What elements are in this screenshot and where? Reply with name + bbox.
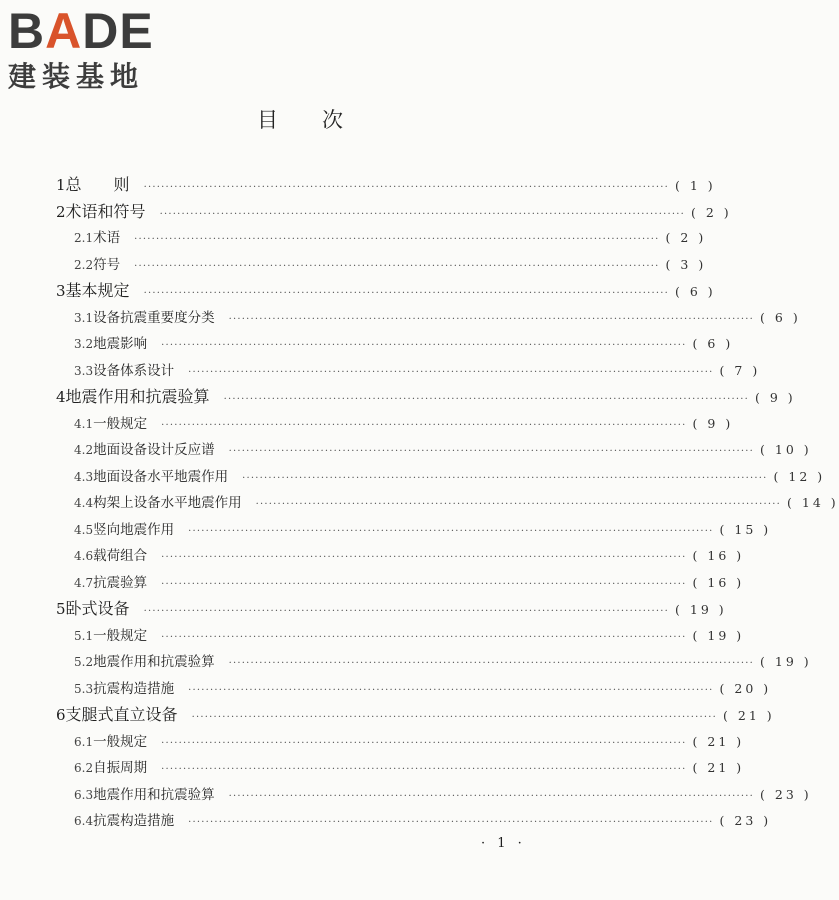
entry-title: 一般规定 [93, 415, 148, 432]
dot-leader: ························································································································ [161, 578, 687, 590]
toc-section-entry[interactable] [50, 649, 812, 676]
entry-page: ( 1 ) [675, 178, 716, 193]
entry-page: ( 12 ) [773, 468, 826, 484]
entry-page: ( 19 ) [675, 602, 727, 617]
entry-title: 支腿式直立设备 [65, 705, 178, 724]
entry-page: ( 19 ) [760, 654, 812, 669]
dot-leader: ························································································································ [134, 260, 660, 272]
entry-title: 总 则 [65, 175, 130, 194]
toc-section-entry[interactable] [50, 411, 734, 438]
entry-number: 3 [56, 282, 66, 300]
entry-title: 自振周期 [93, 760, 148, 776]
entry-number: 6.4 [74, 814, 94, 828]
dot-leader: ························································································································ [143, 182, 670, 193]
entry-number: 4.7 [74, 575, 94, 590]
entry-number: 4.3 [74, 469, 94, 484]
entry-number: 2.2 [74, 257, 94, 272]
toc-section-entry[interactable] [50, 808, 772, 835]
entry-title: 载荷组合 [93, 548, 148, 564]
bade-logo [8, 3, 178, 94]
entry-number: 3.2 [74, 337, 94, 351]
entry-page: ( 19 ) [692, 627, 745, 643]
entry-page: ( 21 ) [723, 708, 775, 723]
entry-title: 卧式设备 [65, 599, 130, 618]
toc-chapter-entry[interactable] [50, 278, 716, 305]
entry-page: ( 9 ) [692, 415, 734, 431]
toc-heading: 目次 [257, 108, 387, 132]
table-of-contents [50, 172, 839, 835]
entry-title: 地面设备水平地震作用 [93, 468, 229, 485]
toc-section-entry[interactable] [50, 305, 801, 332]
dot-leader: ························································································································ [242, 472, 768, 484]
toc-section-entry[interactable] [50, 729, 745, 756]
dot-leader: ························································································································ [191, 712, 718, 723]
entry-number: 3.3 [74, 363, 94, 378]
dot-leader: ························································································································ [161, 419, 687, 431]
entry-page: ( 23 ) [719, 813, 772, 828]
entry-number: 6 [56, 706, 66, 724]
entry-title: 构架上设备水平地震作用 [93, 495, 242, 511]
entry-title: 术语和符号 [65, 201, 146, 221]
entry-number: 5 [56, 600, 66, 618]
dot-leader: ························································································································ [143, 606, 670, 617]
toc-section-entry[interactable] [50, 782, 812, 809]
toc-section-entry[interactable] [50, 437, 812, 464]
dot-leader: ························································································································ [143, 288, 670, 299]
logo-wordmark [8, 3, 178, 59]
dot-leader: ························································································································ [228, 790, 755, 802]
entry-number: 6.1 [74, 734, 94, 749]
logo-chinese-name: 建装基地 [8, 60, 145, 93]
toc-chapter-entry[interactable] [50, 702, 775, 729]
entry-page: ( 16 ) [692, 548, 745, 563]
entry-page: ( 10 ) [760, 442, 812, 457]
entry-title: 抗震构造措施 [93, 813, 175, 829]
entry-number: 3.1 [74, 310, 94, 325]
logo-letter-a: A [45, 3, 83, 59]
dot-leader: ························································································································ [255, 499, 782, 510]
entry-page: ( 14 ) [787, 495, 839, 510]
dot-leader: ························································································································ [188, 525, 714, 537]
entry-title: 一般规定 [93, 627, 148, 644]
toc-section-entry[interactable] [50, 517, 772, 544]
toc-chapter-entry[interactable] [50, 384, 796, 411]
dot-leader: ························································································································ [161, 631, 687, 643]
entry-number: 4.1 [74, 416, 94, 431]
entry-page: ( 7 ) [719, 362, 761, 378]
entry-number: 5.2 [74, 655, 94, 669]
entry-title: 地震作用和抗震验算 [93, 654, 215, 670]
toc-chapter-entry[interactable] [50, 199, 732, 226]
dot-leader: ························································································································ [228, 446, 755, 457]
toc-section-entry[interactable] [50, 464, 826, 491]
dot-leader: ························································································································ [161, 764, 687, 775]
entry-title: 抗震验算 [93, 574, 148, 591]
toc-chapter-entry[interactable] [50, 172, 716, 199]
entry-page: ( 3 ) [665, 256, 707, 272]
entry-page: ( 6 ) [760, 309, 801, 325]
dot-leader: ························································································································ [161, 552, 687, 563]
entry-title: 设备抗震重要度分类 [93, 309, 215, 326]
entry-page: ( 2 ) [665, 230, 707, 245]
toc-section-entry[interactable] [50, 543, 745, 570]
dot-leader: ························································································································ [188, 817, 714, 828]
dot-leader: ························································································································ [134, 234, 660, 245]
entry-number: 4.2 [74, 443, 94, 457]
entry-title: 一般规定 [93, 733, 148, 750]
toc-section-entry[interactable] [50, 331, 734, 358]
toc-section-entry[interactable] [50, 755, 745, 782]
entry-page: ( 23 ) [760, 786, 812, 802]
entry-title: 设备体系设计 [93, 362, 175, 379]
entry-number: 4.6 [74, 549, 94, 563]
dot-leader: ························································································································ [161, 737, 687, 749]
entry-title: 地面设备设计反应谱 [93, 442, 215, 458]
entry-number: 5.1 [74, 628, 94, 643]
entry-number: 4.4 [74, 496, 94, 510]
entry-page: ( 21 ) [692, 733, 745, 749]
entry-number: 6.2 [74, 761, 94, 775]
dot-leader: ························································································································ [188, 366, 714, 378]
dot-leader: ························································································································ [159, 208, 686, 220]
logo-letter-b: B [8, 3, 46, 59]
page-number: · 1 · [481, 836, 526, 851]
entry-page: ( 9 ) [755, 390, 796, 405]
entry-number: 4.5 [74, 522, 94, 537]
toc-section-entry[interactable] [50, 676, 772, 703]
entry-title: 竖向地震作用 [93, 521, 175, 538]
toc-section-entry[interactable] [50, 225, 707, 252]
entry-number: 1 [56, 176, 66, 194]
dot-leader: ························································································································ [161, 340, 687, 351]
entry-title: 基本规定 [65, 281, 130, 300]
entry-number: 2 [56, 202, 66, 221]
entry-page: ( 21 ) [692, 760, 745, 775]
dot-leader: ························································································································ [188, 684, 714, 696]
toc-section-entry[interactable] [50, 252, 707, 279]
toc-chapter-entry[interactable] [50, 596, 727, 623]
toc-section-entry[interactable] [50, 490, 839, 517]
entry-title: 抗震构造措施 [93, 680, 175, 697]
entry-title: 地震作用和抗震验算 [65, 387, 210, 406]
entry-page: ( 16 ) [692, 574, 745, 590]
entry-title: 地震影响 [93, 336, 148, 352]
entry-page: ( 6 ) [692, 336, 734, 351]
dot-leader: ························································································································ [228, 658, 755, 669]
dot-leader: ························································································································ [223, 394, 750, 405]
entry-number: 2.1 [74, 231, 94, 245]
entry-number: 4 [56, 388, 66, 406]
dot-leader: ························································································································ [228, 313, 755, 325]
toc-section-entry[interactable] [50, 623, 745, 650]
entry-title: 地震作用和抗震验算 [93, 786, 215, 803]
toc-section-entry[interactable] [50, 358, 761, 385]
entry-number: 6.3 [74, 787, 94, 802]
entry-page: ( 20 ) [719, 680, 772, 696]
entry-title: 符号 [93, 256, 121, 273]
entry-page: ( 2 ) [691, 204, 732, 220]
entry-title: 术语 [93, 230, 121, 246]
entry-page: ( 6 ) [675, 284, 716, 299]
entry-page: ( 15 ) [719, 521, 772, 537]
logo-letters-de: DE [82, 3, 154, 59]
entry-number: 5.3 [74, 681, 94, 696]
toc-section-entry[interactable] [50, 570, 745, 597]
